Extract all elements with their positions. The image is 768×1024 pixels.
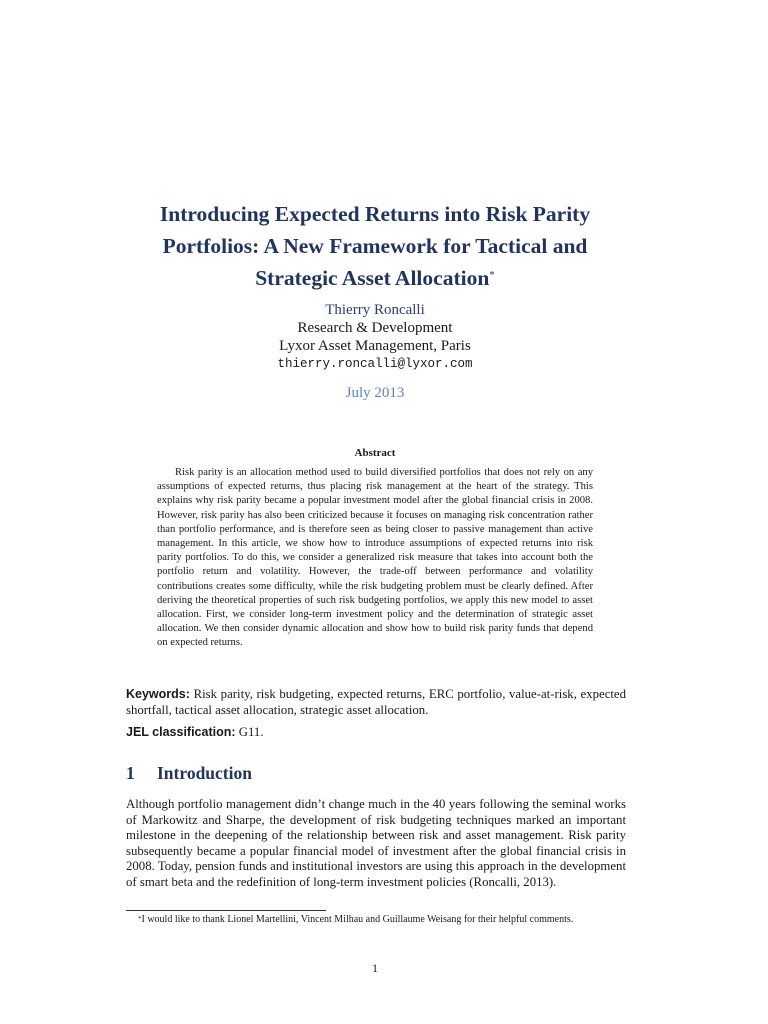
paper-title: [150, 198, 600, 294]
section-heading: [126, 763, 252, 784]
abstract-heading: Abstract: [354, 447, 396, 459]
author-name: Thierry Roncalli: [325, 302, 425, 318]
page-number: 1: [372, 961, 378, 975]
footnote: [126, 913, 626, 927]
jel-classification: [126, 725, 626, 740]
affiliation-company: Lyxor Asset Management, Paris: [279, 338, 471, 354]
author-email: thierry.roncalli@lyxor.com: [277, 357, 473, 371]
jel-label: JEL classification:: [126, 725, 236, 739]
keywords-text: Risk parity, risk budgeting, expected returns, ERC portfolio, value-at-risk, expected shortfall, tactical asset allocation, strategic asset allocation.: [126, 687, 627, 717]
affiliation-department: Research & Development: [297, 320, 453, 336]
footnote-marker: *: [138, 915, 142, 923]
keywords-label: Keywords:: [126, 687, 190, 701]
keywords: [126, 686, 626, 718]
jel-text: G11.: [238, 725, 264, 739]
footnote-rule: [126, 910, 326, 911]
section-title: Introduction: [157, 763, 252, 783]
introduction-paragraph: Although portfolio management didn’t change much in the 40 years following the seminal works of Markowitz and Sharpe, the development of risk budgeting techniques marked an important milestone in the deepening of the relationship between risk and asset management. Risk parity subsequently became a popular financial model of investment after the global financial crisis in 2008. Today, pension funds and institutional investors are using this approach in the development of smart beta and the redefinition of long-term investment policies (Roncalli, 2013).: [126, 797, 626, 889]
footnote-text: I would like to thank Lionel Martellini, Vincent Milhau and Guillaume Weisang for their helpful comments.: [141, 914, 574, 925]
publication-date: July 2013: [345, 385, 405, 401]
section-number: 1: [126, 763, 135, 783]
abstract-text: Risk parity is an allocation method used to build diversified portfolios that does not rely on any assumptions of expected returns, thus placing risk management at the heart of the strategy. This explains why risk parity became a popular investment model after the global financial crisis in 2008. However, risk parity has also been criticized because it focuses on managing risk concentration rather than portfolio performance, and is therefore seen as being closer to passive management than active management. In this article, we show how to introduce assumptions of expected returns into risk parity portfolios. To do this, we consider a generalized risk measure that takes into account both the portfolio return and volatility. However, the trade-off between performance and volatility contributions creates some difficulty, while the risk budgeting problem must be clearly defined. After deriving the theoretical properties of such risk budgeting portfolios, we apply this new model to asset allocation. First, we consider long-term investment policy and the determination of strategic asset allocation. We then consider dynamic allocation and show how to build risk parity funds that depend on expected returns.: [157, 467, 593, 649]
title-footnote-marker: *: [489, 269, 495, 281]
title-text: Introducing Expected Returns into Risk Parity Portfolios: A New Framework for Tactical and Strategic Asset Allocation: [159, 202, 591, 290]
